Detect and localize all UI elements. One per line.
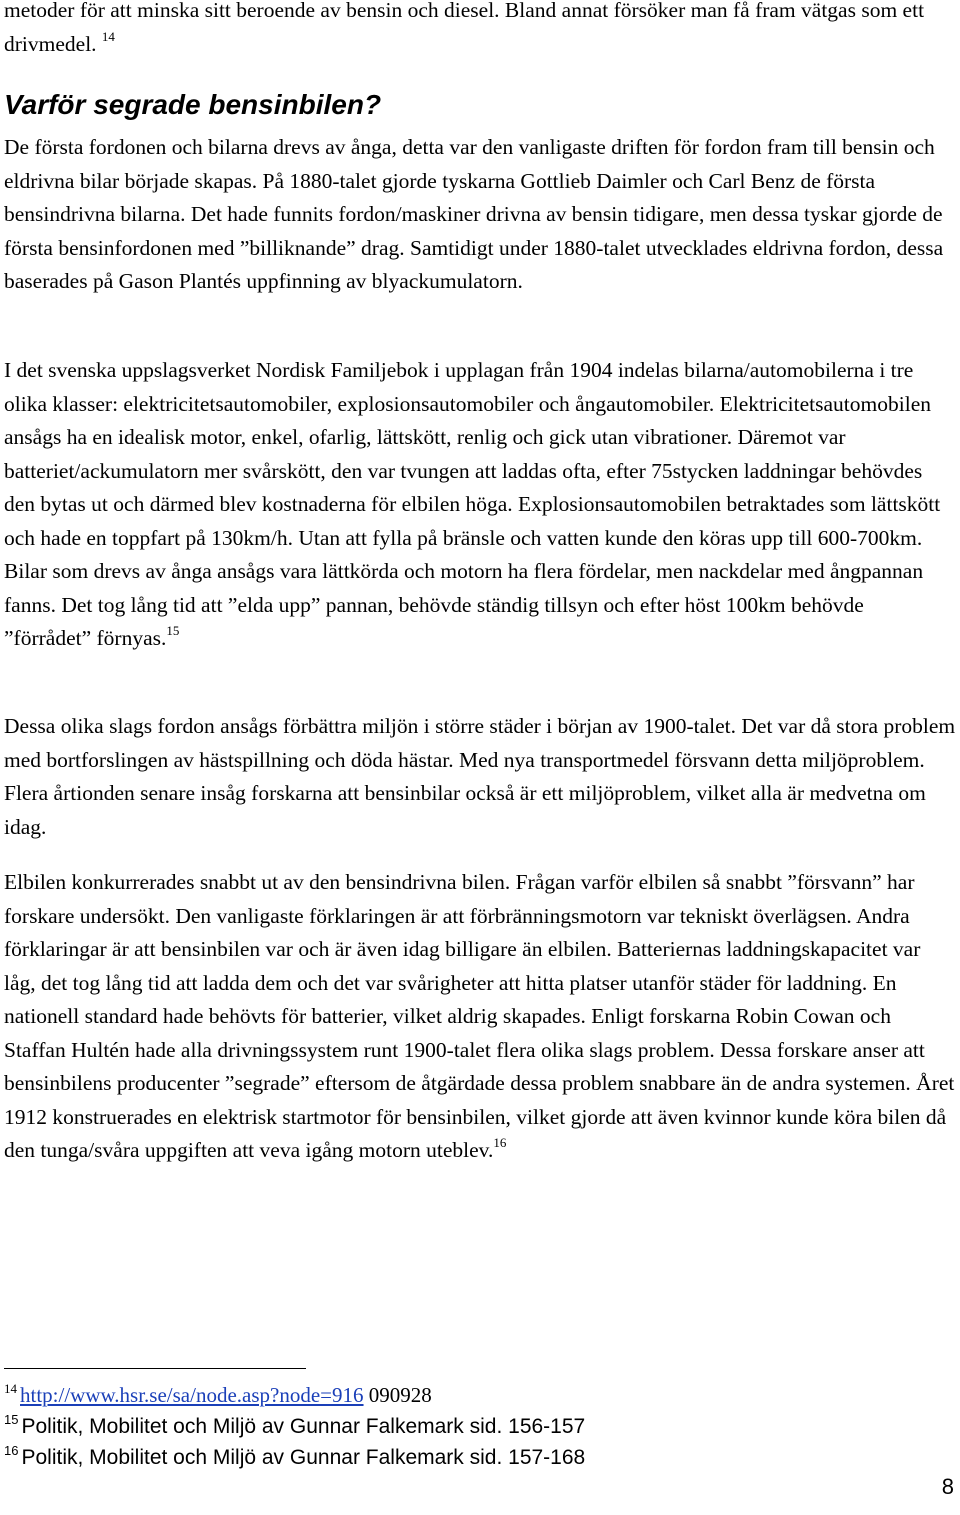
footnote-15: $^{15}$ Politik, Mobilitet och Miljö av Gunnar Falkemark sid. 156-157 [4,1412,586,1438]
footnote-ref[interactable]: 16 [493,1135,507,1150]
paragraph: De första fordonen och bilarna drevs av ånga, detta var den vanligaste driften för fordon fram till bensin och eldrivna bilar började skapas. På 1880-talet gjorde tyskarna Gottlieb Daimler och Carl Benz de första bensindrivna bilarna. Det hade funnits fordon/maskiner drivna av bensin tidigare, men dessa tyskar gjorde de första bensinfordonen med ”billiknande” drag. Samtidigt under 1880-talet utvecklades eldrivna fordon, dessa baserades på Gason Plantés uppfinning av blyackumulatorn. [4,135,944,293]
paragraph: Elbilen konkurrerades snabbt ut av den bensindrivna bilen. Frågan varför elbilen så snabbt ”försvann” har forskare undersökt. Den vanligaste förklaringen är att förbränningsmotorn var tekniskt överlägsen. Andra förklaringar är att bensinbilen var och är även idag billigare än elbilen. Batteriernas laddningskapacitet var låg, det tog lång tid att ladda dem och det var svårigheter att hitta platser utanför städer för laddning. En nationell standard hade behövts för batterier, vilket aldrig skapades. Enligt forskarna Robin Cowan och Staffan Hultén hade alla drivningssystem runt 1900-talet flera olika slags problem. Dessa forskare anser att bensinbilens producenter ”segrade” eftersom de åtgärdade dessa problem snabbare än de andra systemen. Året 1912 konstruerades en elektrisk startmotor för bensinbilen, vilket gjorde att även kvinnor kunde köra bilen då den tunga/svåra uppgiften att veva igång motorn uteblev.$^{16}$ [4,870,955,1162]
section-heading: Varför segrade bensinbilen? [4,89,382,120]
intro-text: metoder för att minska sitt beroende av bensin och diesel. Bland annat försöker man få fram vätgas som ett drivmedel. [4,0,925,56]
intro-paragraph [4,0,956,63]
footnote-ref[interactable]: 14 [101,28,115,44]
footnote-link[interactable]: http://www.hsr.se/sa/node.asp?node=916 [20,1383,364,1407]
paragraph: Dessa olika slags fordon ansågs förbättra miljön i större städer i början av 1900-talet. Det var då stora problem med bortforslingen av hästspillning och döda hästar. Med nya transportmedel försvann detta miljöproblem. Flera årtionden senare insåg forskarna att bensinbilar också är ett miljöproblem, vilket alla är medvetna om idag. [4,714,956,839]
paragraph: I det svenska uppslagsverket Nordisk Familjebok i upplagan från 1904 indelas bilarna/automobilerna i tre olika klasser: elektricitetsautomobiler, explosionsautomobiler och ångautomobiler. Elektricitetsautomobilen ansågs ha en idealisk motor, enkel, ofarlig, lättskött, renlig och gick utan vibrationer. Däremot var batteriet/ackumulatorn mer svårskött, den var tvungen att laddas ofta, efter 75stycken laddningar behövdes den bytas ut och därmed blev kostnaderna för elbilen höga. Explosionsautomobilen betraktades som lättskött och hade en toppfart på 130km/h. Utan att fylla på bränsle och vatten kunde den köras upp till 600-700km. Bilar som drevs av ånga ansågs vara lättkörda och motorn ha flera fördelar, men nackdelar med ångpannan fanns. Det tog lång tid att ”elda upp” pannan, behövde ständig tillsyn och efter höst 100km behövde ”förrådet” förnyas.$^{15}$ [4,358,941,650]
footnote-14: $^{14}$ http://www.hsr.se/sa/node.asp?node=916 090928 [4,1381,432,1407]
page-number: 8 [941,1474,954,1499]
footnote-16: $^{16}$ Politik, Mobilitet och Miljö av Gunnar Falkemark sid. 157-168 [4,1443,586,1469]
footnote-separator [4,1368,306,1369]
footnote-ref[interactable]: 15 [166,623,180,638]
